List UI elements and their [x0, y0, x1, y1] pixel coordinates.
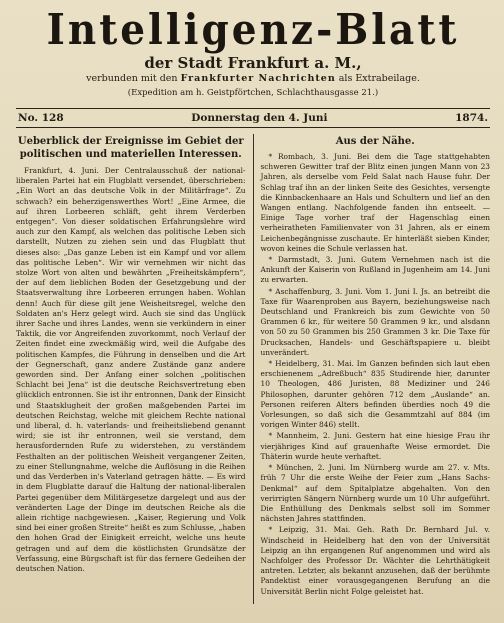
news-item-darmstadt: * Darmstadt, 3. Juni. Gutem Vernehmen nach ist die Ankunft der Kaiserin von Rußland in Jugenheim am 14. Juni zu erwarten.	[260, 255, 490, 285]
masthead-affiliation-post: als Extrabeilage.	[338, 73, 420, 84]
right-column-heading: Aus der Nähe.	[335, 136, 415, 147]
masthead-expedition: (Expedition am h. Geistpförtchen, Schlachthausgasse 21.)	[127, 88, 379, 98]
masthead-affiliation-paper: Frankfurter Nachrichten	[180, 73, 336, 84]
news-item-leipzig: * Leipzig, 31. Mai. Geh. Rath Dr. Bernhard Jul. v. Windscheid in Heidelberg hat den von der Universität Leipzig an ihn ergangenen Ruf angenommen und wird als Nachfolger des Professor Dr. Wächter die Lehrthätigkeit antreten. Letzter, als bekannt anzusehen, daß der berühmte Pandektist einer vorausgegangenen Berufung an die Universität Berlin nicht Folge geleistet hat.	[260, 525, 490, 596]
issue-number: No. 128	[18, 112, 64, 124]
news-item-aschaffenburg: * Aschaffenburg, 3. Juni. Vom 1. Juni I. Js. an betreibt die Taxe für Waarenproben aus Bayern, beziehungsweise nach Deutschland und Frankreich bis zum Gewichte von 50 Grammen 6 kr., für weitere 50 Grammen 9 kr., und alsdann von 50 zu 50 Grammen bis 250 Grammen 3 kr. Die Taxe für Drucksachen, Handels- und Geschäftspapiere u. bleibt unverändert.	[260, 286, 490, 357]
left-column	[16, 134, 254, 604]
columns	[16, 134, 490, 604]
article-paragraph: Frankfurt, 4. Juni. Der Centralausschuß der national-liberalen Partei hat ein Flugblatt versendet, überschrieben: „Ein Wort an das deutsche Volk in der Militärfrage“. Zu schwach? ein beherzigenswerthes Wort! „Eine Armee, die auf ihren Lorbeeren schläft, geht ihrem Verderben entgegen“. Von dieser soldatischen Erfahrungslehre wird auch zur den Kampf, als welchen das politische Leben sich darstellt, Nutzen zu ziehen sein und das Flugblatt thut dieses also: „Das ganze Leben ist ein Kampf und vor allem das politische Leben“. Wir wir vernehmen wir nicht das stolze Wort von alten und bewährten „Freiheitskämpfern“, der auf dem lieblichen Boden der Gesetzgebung und der Staatsverwaltung ihre Lorbeeren errungen haben. Wohlan denn! Auch für diese gilt jene Weisheitsregel, welche den Soldaten an's Herz gelegt wird. Auch sie sind das Unglück ihrer Sache und ihres Landes, wenn sie verkündern in einer Taktik, die vor Angreifenden zuvorkommt, noch Verlauf der Zeiten findet eine zweckmäßig wird, weil die Aufgabe des politischen Kampfes, die Führung in denselben und die Art der Gegnerschaft, ganz andere Zustände ganz andere geworden sind. Der Anfang einer solchen „politischen Schlacht bei Jena“ ist die deutsche Reichsvertretung eben glücklich entronnen. Sie ist ihr entronnen, Dank der Einsicht und Staatsklugheit der großen maßgebenden Partei im deutschen Reichstag, welche mit gleichem Rechte national und liberal, d. h. vaterlands- und freiheitsliebend genannt wird; sie ist ihr entronnen, weil sie verstand, dem herausfordernden Rufe zu widerstehen, zu verständem Festhalten an der politischen Weisheit vergangener Zeiten, zu einer Stellungnahme, welche die Auflösung in die Reihen und das Verderben in's Vaterland getragen hätte. — Es wird in dem Flugblatte darauf die Haltung der national-liberalen Partei gegenüber dem Militärgesetze dargelegt und aus der veränderten Lage der Dinge im deutschen Reiche als die allein richtige nachgewiesen. „Kaiser, Regierung und Volk sind bei einer großen Streite“ heißt es zum Schlusse, „haben den hohen Grad der Einigkeit erreicht, welche uns heute getragen und auf dem die köstlichsten Grundsätze der Verfassung, eine Bürgschaft ist für das fernere Gedeihen der deutschen Nation.	[16, 166, 246, 573]
masthead-affiliation-pre: verbunden mit den	[86, 73, 178, 84]
news-item-muenchen: * München, 2. Juni. Im Nürnberg wurde am 27. v. Mts. früh 7 Uhr die erste Weihe der Feier zum „Hans Sachs-Denkmal“ auf dem Spitalplatze abgehalten. Von den verirrigten Sängern Nürnberg wurde um 10 Uhr aufgeführt. Die Enthüllung des Denkmals selbst soll im Sommer nächsten Jahres stattfinden.	[260, 463, 490, 524]
masthead-subtitle: der Stadt Frankfurt a. M.,	[144, 54, 362, 72]
news-item-heidelberg: * Heidelberg, 31. Mai. Im Ganzen befinden sich laut eben erschienenem „Adreßbuch“ 835 Studirende hier, darunter 10 Theologen, 486 Juristen, 88 Mediziner und 246 Philosophen, darunter gehören 712 dem „Auslande“ an. Personen reiferen Alters befinden überdies noch 49 die Vorlesungen, so daß sich die Gesammtzahl auf 884 (im vorigen Winter 846) stellt.	[260, 359, 490, 430]
right-column	[254, 134, 491, 604]
news-item-mannheim: * Mannheim, 2. Juni. Gestern hat eine hiesige Frau ihr vierjähriges Kind auf grauenhafte Weise ermordet. Die Thäterin wurde heute verhaftet.	[260, 431, 490, 461]
dateline	[16, 108, 490, 128]
masthead-title: Intelligenz-Blatt	[46, 5, 460, 55]
issue-date: Donnerstag den 4. Juni	[191, 112, 328, 124]
masthead-affiliation	[16, 73, 490, 85]
left-column-heading: Ueberblick der Ereignisse im Gebiet der politischen und materiellen Interessen.	[17, 136, 244, 160]
issue-year: 1874.	[455, 112, 488, 124]
news-item-rombach: * Rombach, 3. Juni. Bei dem die Tage stattgehabten schweren Gewitter traf der Blitz einen jungen Mann von 23 Jahren, als derselbe vom Feld Salat nach Hause fuhr. Der Schlag traf ihn an der linken Seite des Gesichtes, versengte die Kinnbackenhaare an Hals und Schultern und lief an den Wangen entlang. Nachfolgende fanden ihn entseelt. — Einige Tage vorher traf der Hagenschlag einen verheiratheten Familienvater von 31 Jahren, als er einem Leichenbegängnisse zuschaute. Er hinterläßt sieben Kinder, wovon keines die Schule verlassen hat.	[260, 152, 490, 253]
